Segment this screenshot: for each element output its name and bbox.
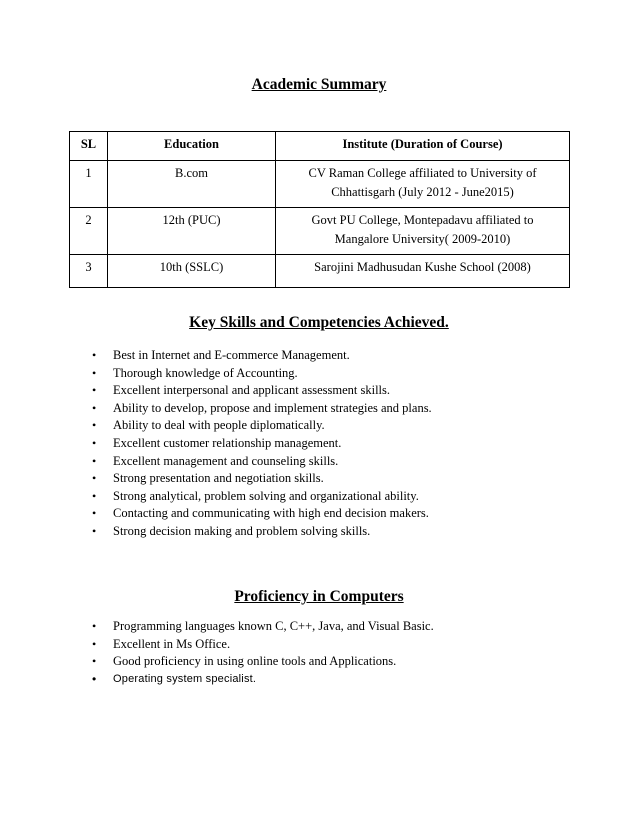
bullet-icon: •: [92, 506, 97, 521]
bullet-icon: •: [92, 365, 97, 380]
bullet-icon: •: [92, 471, 97, 486]
institute-line: Govt PU College, Montepadavu affiliated to: [311, 213, 534, 227]
computers-heading: Proficiency in Computers: [234, 588, 404, 605]
column-header-education: Education: [108, 132, 276, 161]
column-header-sl: SL: [70, 132, 108, 161]
list-item: [0, 488, 600, 506]
computers-list: [0, 618, 600, 688]
list-item: [0, 523, 600, 541]
cell-sl: 1: [70, 161, 108, 208]
bullet-icon: •: [92, 418, 97, 433]
list-item-text: Strong decision making and problem solving skills.: [113, 523, 371, 538]
institute-line: CV Raman College affiliated to University of: [308, 166, 537, 180]
column-header-institute: Institute (Duration of Course): [276, 132, 570, 161]
key-skills-list: [0, 347, 600, 541]
list-item: [0, 400, 600, 418]
bullet-icon: •: [92, 488, 97, 503]
list-item-text: Best in Internet and E-commerce Management.: [113, 348, 350, 362]
bullet-icon: •: [92, 671, 97, 686]
bullet-icon: •: [92, 383, 97, 398]
table-row: [70, 161, 570, 208]
bullet-icon: •: [92, 654, 97, 669]
bullet-icon: •: [92, 523, 97, 538]
bullet-icon: •: [92, 348, 97, 362]
list-item-text: Strong presentation and negotiation skills.: [113, 471, 324, 486]
institute-line: Mangalore University( 2009-2010): [334, 232, 511, 246]
list-item: [0, 618, 600, 636]
list-item: [0, 365, 600, 383]
cell-sl: 3: [70, 255, 108, 288]
list-item-text: Ability to deal with people diplomatically.: [113, 418, 325, 433]
list-item-text: Strong analytical, problem solving and organizational ability.: [113, 488, 419, 503]
list-item: [0, 470, 600, 488]
list-item: [0, 435, 600, 453]
cell-institute: [276, 255, 570, 288]
list-item-text: Good proficiency in using online tools and Applications.: [113, 654, 397, 669]
list-item: [0, 382, 600, 400]
bullet-icon: •: [92, 400, 97, 415]
list-item-text: Contacting and communicating with high end decision makers.: [113, 506, 429, 521]
list-item: [0, 636, 600, 654]
list-item: [0, 671, 600, 689]
cell-institute: [276, 208, 570, 255]
list-item: [0, 347, 600, 365]
cell-education: B.com: [108, 161, 276, 208]
list-item-text: Excellent customer relationship management.: [113, 435, 342, 450]
institute-line: Chhattisgarh (July 2012 - June2015): [331, 185, 514, 199]
cell-institute: [276, 161, 570, 208]
academic-summary-table: [69, 131, 570, 288]
list-item-text: Operating system specialist.: [113, 672, 257, 685]
bullet-icon: •: [92, 435, 97, 450]
institute-line: Sarojini Madhusudan Kushe School (2008): [314, 260, 531, 274]
bullet-icon: •: [92, 636, 97, 651]
list-item: [0, 453, 600, 471]
list-item: [0, 417, 600, 435]
list-item-text: Excellent in Ms Office.: [113, 636, 231, 651]
bullet-icon: •: [92, 453, 97, 468]
academic-summary-heading: Academic Summary: [251, 76, 387, 93]
list-item-text: Excellent interpersonal and applicant assessment skills.: [113, 383, 391, 398]
list-item: [0, 505, 600, 523]
table-header-row: [70, 132, 570, 161]
cell-sl: 2: [70, 208, 108, 255]
list-item-text: Programming languages known C, C++, Java, and Visual Basic.: [113, 619, 434, 633]
bullet-icon: •: [92, 619, 97, 633]
list-item: [0, 653, 600, 671]
table-row: [70, 208, 570, 255]
list-item-text: Thorough knowledge of Accounting.: [113, 365, 298, 380]
list-item-text: Ability to develop, propose and implement strategies and plans.: [113, 400, 432, 415]
table-row: [70, 255, 570, 288]
cell-education: 12th (PUC): [108, 208, 276, 255]
list-item-text: Excellent management and counseling skills.: [113, 453, 339, 468]
key-skills-heading: Key Skills and Competencies Achieved.: [189, 314, 449, 331]
cell-education: 10th (SSLC): [108, 255, 276, 288]
